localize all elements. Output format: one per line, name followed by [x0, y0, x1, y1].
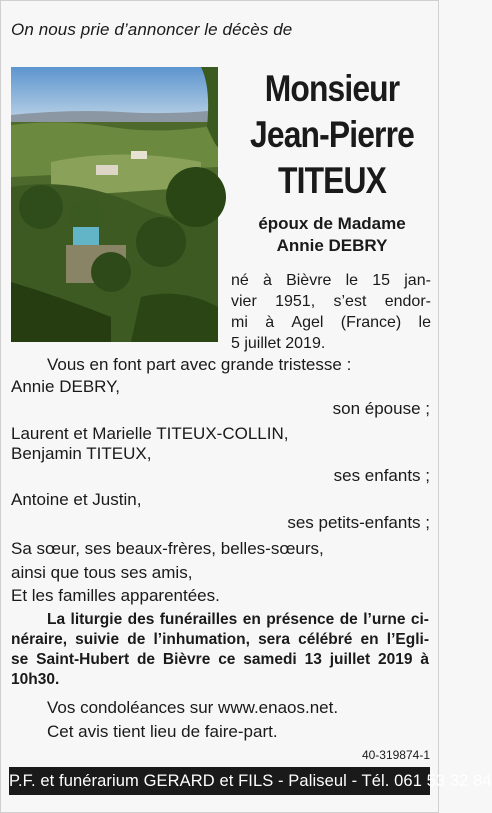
funeral-home-banner: P.F. et funérarium GERARD et FILS - Paliseul - Tél. 061 53 32 84 [9, 767, 430, 795]
birth-line: 5 juillet 2019. [231, 335, 326, 352]
landscape-photo [11, 67, 218, 342]
friends-text: ainsi que tous ses amis, [11, 563, 193, 582]
birth-line: vier 1951, s’est endor- [231, 293, 431, 310]
reference-number: 40-319874-1 [361, 748, 430, 762]
grandchildren-names: Antoine et Justin, [11, 490, 142, 509]
liturgy-line: se Saint-Hubert de Bièvre ce samedi 13 juillet 2019 à [11, 651, 429, 668]
wife-name: Annie DEBRY, [11, 377, 120, 396]
birth-line: né à Bièvre le 15 jan- [231, 272, 431, 289]
spouse-line-1: époux de Madame [258, 214, 406, 233]
liturgy-line: La liturgie des funérailles en présence de l’urne ci- [47, 611, 429, 628]
families-text: Et les familles apparentées. [11, 586, 220, 605]
last-name: TITEUX [278, 160, 386, 201]
liturgy-announcement [11, 610, 429, 690]
children-role: ses enfants ; [333, 466, 430, 485]
liturgy-line: néraire, suivie de l’inhumation, sera célébré en l’Egli- [11, 631, 429, 648]
wife-role: son épouse ; [332, 399, 430, 418]
grandchildren-role: ses petits-enfants ; [287, 513, 430, 532]
birth-death-info [231, 270, 431, 354]
deceased-name [226, 66, 438, 204]
notice-statement: Cet avis tient lieu de faire-part. [47, 722, 278, 741]
spouse-info [226, 213, 438, 257]
condolences-text: Vos condoléances sur www.enaos.net. [47, 698, 339, 717]
honorific: Monsieur [264, 68, 400, 109]
spouse-line-2: Annie DEBRY [276, 236, 388, 255]
first-name: Jean-Pierre [250, 114, 414, 155]
intro-text: On nous prie d’annoncer le décès de [11, 20, 293, 39]
sorrow-text: Vous en font part avec grande tristesse : [47, 355, 352, 374]
liturgy-line: 10h30. [11, 671, 60, 688]
children-names-2: Benjamin TITEUX, [11, 444, 152, 463]
children-names-1: Laurent et Marielle TITEUX-COLLIN, [11, 424, 289, 443]
siblings-text: Sa sœur, ses beaux-frères, belles-sœurs, [11, 539, 324, 558]
birth-line: mi à Agel (France) le [231, 314, 431, 331]
